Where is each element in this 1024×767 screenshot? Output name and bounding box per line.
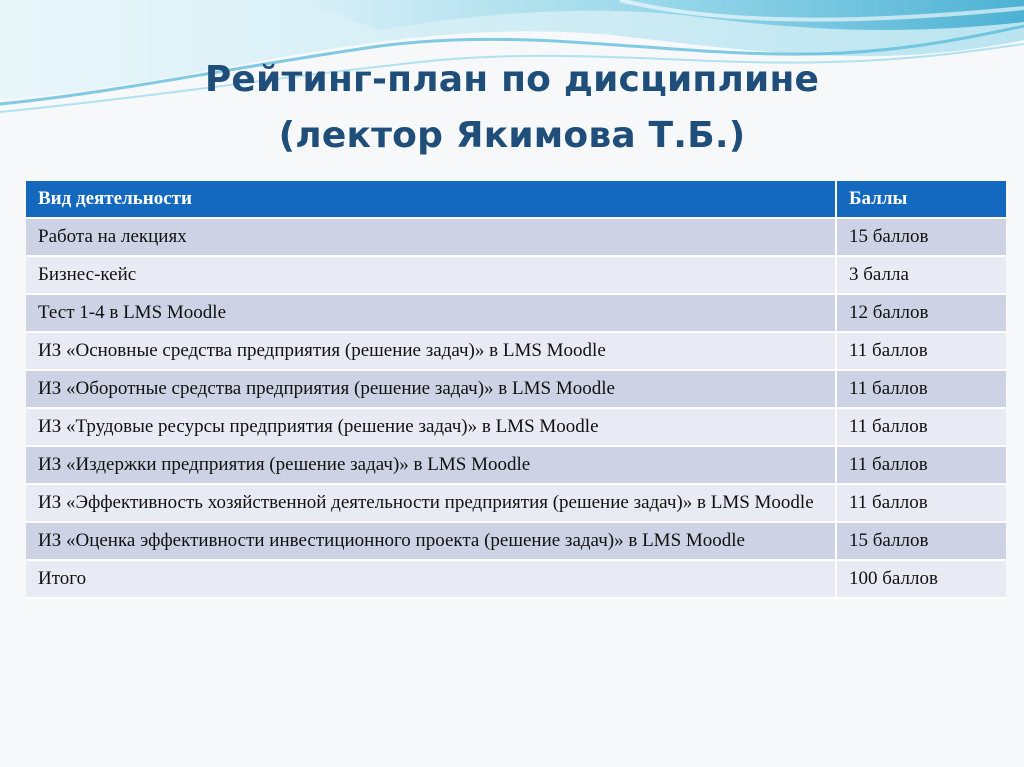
table-row <box>26 256 1006 294</box>
table-header-row <box>26 181 1006 218</box>
rating-table <box>26 181 1006 599</box>
cell-points: 11 баллов <box>836 332 1006 370</box>
cell-activity: ИЗ «Трудовые ресурсы предприятия (решение задач)» в LMS Moodle <box>26 408 836 446</box>
cell-activity: ИЗ «Эффективность хозяйственной деятельности предприятия (решение задач)» в LMS Moodle <box>26 484 836 522</box>
cell-points: 15 баллов <box>836 218 1006 256</box>
cell-points: 11 баллов <box>836 408 1006 446</box>
table-row <box>26 484 1006 522</box>
cell-activity: Бизнес-кейс <box>26 256 836 294</box>
header-points: Баллы <box>836 181 1006 218</box>
cell-points: 3 балла <box>836 256 1006 294</box>
cell-points: 11 баллов <box>836 446 1006 484</box>
cell-activity: Итого <box>26 560 836 598</box>
table-row <box>26 294 1006 332</box>
cell-activity: ИЗ «Оценка эффективности инвестиционного проекта (решение задач)» в LMS Moodle <box>26 522 836 560</box>
cell-points: 11 баллов <box>836 484 1006 522</box>
cell-points: 15 баллов <box>836 522 1006 560</box>
table-row <box>26 332 1006 370</box>
slide-title <box>0 52 1024 164</box>
cell-activity: ИЗ «Оборотные средства предприятия (решение задач)» в LMS Moodle <box>26 370 836 408</box>
cell-activity: ИЗ «Издержки предприятия (решение задач)» в LMS Moodle <box>26 446 836 484</box>
table-row <box>26 218 1006 256</box>
cell-activity: Работа на лекциях <box>26 218 836 256</box>
table-row-total <box>26 560 1006 598</box>
header-activity: Вид деятельности <box>26 181 836 218</box>
table-row <box>26 408 1006 446</box>
cell-points: 100 баллов <box>836 560 1006 598</box>
rating-table-container <box>26 181 1006 599</box>
cell-points: 12 баллов <box>836 294 1006 332</box>
cell-activity: ИЗ «Основные средства предприятия (решение задач)» в LMS Moodle <box>26 332 836 370</box>
title-line-2: (лектор Якимова Т.Б.) <box>278 115 746 156</box>
cell-points: 11 баллов <box>836 370 1006 408</box>
table-row <box>26 370 1006 408</box>
cell-activity: Тест 1-4 в LMS Moodle <box>26 294 836 332</box>
table-row <box>26 522 1006 560</box>
title-line-1: Рейтинг-план по дисциплине <box>204 59 820 100</box>
table-row <box>26 446 1006 484</box>
